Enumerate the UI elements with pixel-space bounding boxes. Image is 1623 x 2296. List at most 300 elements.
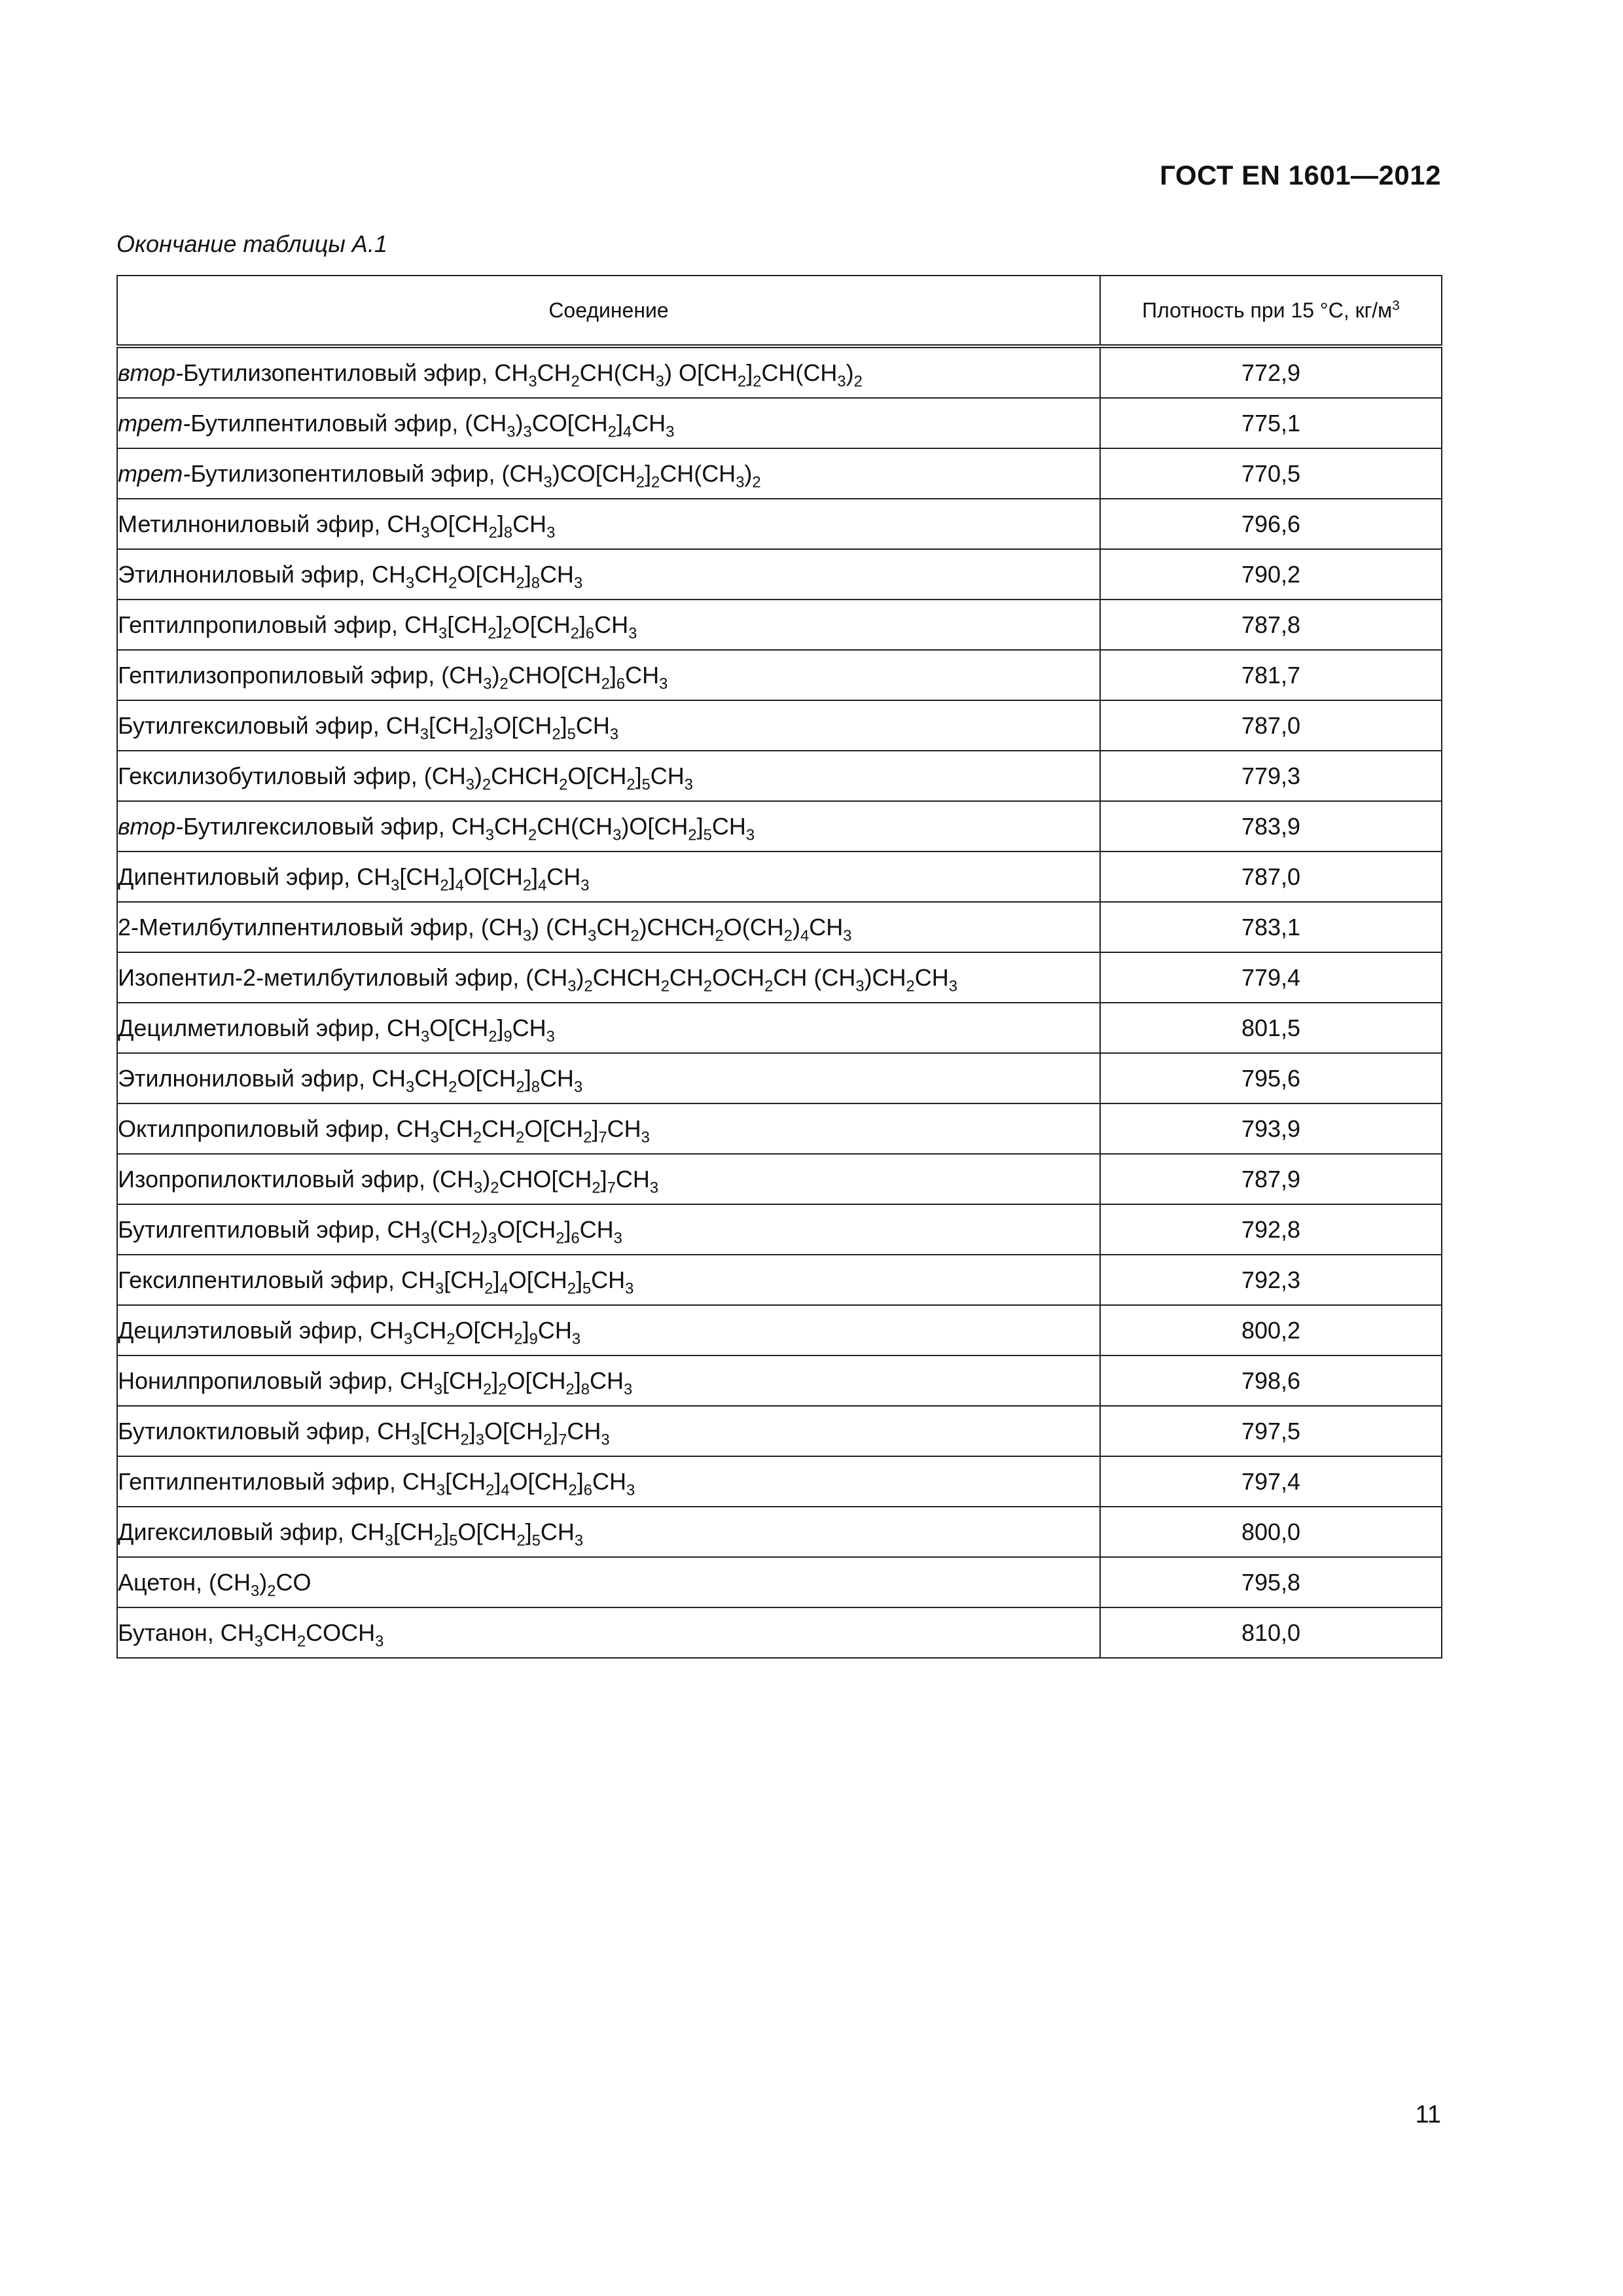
compound-text: трет- [118,459,191,487]
compound-text: ] [635,762,642,789]
compound-text: 5 [449,1531,458,1549]
compound-text: O[CH [507,1367,566,1394]
compound-text: Этилнониловый эфир, CH [118,560,406,588]
density-value: 787,9 [1100,1154,1442,1204]
compound-text: ] [564,1215,571,1243]
compound-text: Бутилпентиловый эфир, (CH [190,409,507,437]
compound-text: 8 [580,1380,590,1398]
compound-text: CH [615,1165,650,1193]
compound-text: O[CH [493,711,552,739]
compound-text: O[CH [484,1417,543,1444]
density-value: 792,3 [1100,1255,1442,1305]
compound-text: 2 [527,825,537,844]
compound-text: [CH [399,863,440,890]
compound-text: 2 [516,1077,525,1096]
compound-text: 8 [531,1077,540,1096]
compound-text: OCH [712,963,765,991]
compound-cell [117,700,1100,751]
compound-text: 2 [267,1581,276,1600]
compound-text: ) [474,762,482,789]
compound-cell [117,499,1100,549]
compound-text: 3 [421,1229,430,1247]
compound-text: 2 [570,624,579,642]
compound-text: O[CH [457,1064,516,1092]
compound-text: ] [522,1316,529,1344]
compound-text: 9 [529,1329,538,1348]
compound-text: ] [552,1417,559,1444]
density-value: 797,5 [1100,1406,1442,1456]
table-row [117,1053,1442,1103]
compound-text: 2 [482,775,491,793]
compound-text: CH (CH [773,963,856,991]
compound-text: CH [512,1014,546,1041]
compound-text: 3 [609,725,619,743]
compound-text: O[CH [511,611,571,638]
compound-text: 2 [783,926,793,944]
table-row [117,751,1442,801]
compound-text: Бутилизопентиловый эфир, CH [183,359,529,386]
compound-text: CH [262,1619,297,1646]
compound-text: 3 [488,1229,497,1247]
compound-text: O[CH [463,863,523,890]
compound-text: O[CH [567,762,627,789]
compound-text: (CH [429,1215,472,1243]
compound-text: 8 [503,523,513,541]
compound-text: 3 [403,1329,413,1348]
compound-text: 3 [666,422,675,440]
table-row [117,1255,1442,1305]
compound-text: CH [650,762,685,789]
compound-text: 4 [455,876,464,894]
compound-text: ] [592,1115,599,1142]
compound-text: ) O[CH [664,359,738,386]
compound-text: 2-Метилбутилпентиловый эфир, (CH [118,913,523,941]
compound-text: 4 [800,926,810,944]
density-value: 781,7 [1100,650,1442,700]
compound-text: ] [448,863,455,890]
compound-text: CH [809,913,844,941]
compound-text: CH [540,1518,575,1545]
compound-text: [CH [442,1367,484,1394]
compound-text: ] [746,359,753,386]
compound-text: 3 [567,977,577,995]
compound-text: 4 [622,422,632,440]
compound-text: 3 [628,624,637,642]
compound-text: 3 [626,1480,635,1499]
compound-text: 2 [703,977,713,995]
compound-cell [117,650,1100,700]
table-row [117,398,1442,448]
compound-text: ] [696,812,704,840]
compound-text: 2 [434,1531,443,1549]
compound-cell [117,1406,1100,1456]
compound-text: O[CH [457,1518,517,1545]
compound-text: 3 [613,1229,622,1247]
compound-text: 3 [251,1581,260,1600]
compound-text: 2 [626,775,635,793]
compound-text: CH(CH [660,459,736,487]
compound-text: 3 [543,473,552,491]
compound-text: Бутилгексиловый эфир, CH [183,812,486,840]
density-value: 783,1 [1100,902,1442,952]
compound-text: CH [482,1115,516,1142]
compound-text: 5 [582,1279,592,1297]
compound-text: CH [711,812,746,840]
compound-text: 2 [471,1229,480,1247]
compound-text: CH [592,1467,626,1495]
compound-text: CH [539,1064,574,1092]
compound-text: 3 [580,876,590,894]
document-code: ГОСТ EN 1601—2012 [1160,160,1441,190]
compound-text: 3 [684,775,694,793]
compound-text: 2 [488,1027,497,1045]
compound-text: 2 [484,1279,493,1297]
compound-text: 2 [440,876,449,894]
compound-cell [117,1456,1100,1507]
compound-text: [CH [447,611,488,638]
compound-text: ] [494,1467,501,1495]
compound-text: ) [576,963,584,991]
compound-text: ) [515,409,524,437]
compound-text: 3 [528,372,537,390]
compound-text: CH [546,863,581,890]
compound-text: 3 [435,1279,444,1297]
compound-cell [117,448,1100,499]
compound-cell [117,549,1100,600]
compound-text: CH(CH [579,359,656,386]
compound-cell [117,1355,1100,1406]
compound-text: 2 [516,573,525,592]
compound-text: )CH [864,963,906,991]
compound-text: 3 [419,725,429,743]
compound-text: 6 [616,674,626,692]
compound-cell [117,1204,1100,1255]
density-value: 787,8 [1100,600,1442,650]
compound-text: O[CH [508,1266,567,1293]
compound-text: 3 [436,1480,446,1499]
compound-text: 3 [837,372,846,390]
compound-text: 2 [446,1329,455,1348]
density-value: 800,2 [1100,1305,1442,1355]
compound-text: 3 [573,1077,583,1096]
compound-text: O[CH [497,1215,556,1243]
compound-text: 6 [585,624,595,642]
compound-text: CO[CH [531,409,608,437]
density-table [116,275,1442,1659]
compound-text: 2 [469,725,478,743]
compound-text: 6 [571,1229,580,1247]
compound-text: ] [560,711,567,739]
compound-text: Гептилпентиловый эфир, CH [118,1467,437,1495]
compound-text: CH [575,711,610,739]
compound-text: 3 [438,624,448,642]
compound-text: ] [609,661,616,689]
compound-text: O[CH [524,1115,584,1142]
compound-text: Октилпропиловый эфир, CH [118,1115,431,1142]
compound-text: [CH [444,1266,485,1293]
compound-text: 3 [484,725,493,743]
compound-text: CH(CH [761,359,838,386]
table-row [117,1507,1442,1557]
table-row [117,1003,1442,1053]
compound-text: 2 [583,1128,592,1146]
header-row [117,276,1442,346]
compound-text: ] [497,510,504,537]
compound-text: 2 [635,473,645,491]
compound-text: 2 [592,1178,601,1196]
compound-text: O[CH [457,560,516,588]
compound-text: Дигексиловый эфир, CH [118,1518,385,1545]
compound-text: 3 [411,1430,420,1448]
compound-text: CH [596,913,631,941]
compound-text: Децилметиловый эфир, CH [118,1014,421,1041]
compound-cell [117,751,1100,801]
table-row [117,1154,1442,1204]
compound-text: 3 [473,1178,483,1196]
compound-cell [117,600,1100,650]
compound-text: CH [414,560,449,588]
compound-text: 3 [588,926,597,944]
compound-text: CHCH [592,963,661,991]
compound-text: ] [577,1467,584,1495]
compound-text: 2 [488,624,497,642]
compound-text: CH [537,359,571,386]
density-value: 792,8 [1100,1204,1442,1255]
compound-text: ] [574,1367,581,1394]
table-row [117,1456,1442,1507]
compound-text: 3 [433,1380,443,1398]
compound-text: Этилнониловый эфир, CH [118,1064,406,1092]
column-header-density [1100,276,1442,346]
compound-text: Изопропилоктиловый эфир, (CH [118,1165,474,1193]
compound-text: )CHCH [639,913,715,941]
compound-text: 2 [688,825,697,844]
compound-text: O[CH [509,1467,569,1495]
compound-text: 5 [641,775,651,793]
compound-cell [117,398,1100,448]
density-value: 779,4 [1100,952,1442,1003]
compound-text: 3 [384,1531,393,1549]
compound-text: ] [644,459,651,487]
compound-text: 2 [559,775,568,793]
compound-text: 2 [565,1380,575,1398]
compound-text: 3 [485,825,494,844]
density-value: 795,6 [1100,1053,1442,1103]
compound-cell [117,1003,1100,1053]
compound-text: 3 [546,1027,555,1045]
density-value: 787,0 [1100,852,1442,902]
compound-cell [117,902,1100,952]
table-row [117,700,1442,751]
compound-text: 2 [571,372,580,390]
density-value: 801,5 [1100,1003,1442,1053]
compound-text: 2 [752,473,761,491]
compound-text: Гексилпентиловый эфир, CH [118,1266,436,1293]
compound-text: 3 [623,1380,633,1398]
compound-text: CH [438,1115,473,1142]
compound-cell [117,852,1100,902]
compound-text: ] [600,1165,607,1193]
compound-text: CH [632,409,666,437]
compound-text: ] [575,1266,582,1293]
compound-text: CH [567,1417,601,1444]
compound-text: 7 [558,1430,567,1448]
density-value: 772,9 [1100,346,1442,398]
compound-text: 3 [406,573,415,592]
compound-text: 2 [607,422,616,440]
compound-cell [117,1154,1100,1204]
compound-text: 2 [584,977,593,995]
compound-text: CH [669,963,704,991]
density-value: 796,6 [1100,499,1442,549]
compound-text: 3 [523,422,532,440]
compound-text: 3 [546,523,556,541]
compound-text: 2 [651,473,660,491]
density-value: 783,9 [1100,801,1442,852]
compound-text: 2 [660,977,669,995]
compound-text: 3 [465,775,474,793]
table-row [117,1305,1442,1355]
compound-text: 2 [448,1077,457,1096]
compound-text: 3 [420,1027,430,1045]
compound-text: 3 [475,1430,484,1448]
compound-text: 3 [421,523,430,541]
table-row [117,1406,1442,1456]
compound-text: 3 [375,1632,384,1650]
compound-text: O(CH [723,913,784,941]
table-body [117,346,1442,1658]
compound-cell [117,1607,1100,1658]
compound-text: Бутилгексиловый эфир, CH [118,711,420,739]
compound-text: CH [512,510,547,537]
compound-text: 2 [764,977,774,995]
density-value: 779,3 [1100,751,1442,801]
compound-text: Нонилпропиловый эфир, CH [118,1367,434,1394]
compound-text: ) [482,1165,491,1193]
compound-text: 5 [567,725,576,743]
compound-text: [CH [428,711,469,739]
compound-text: ] [524,560,531,588]
compound-text: Дипентиловый эфир, CH [118,863,391,890]
density-value: 810,0 [1100,1607,1442,1658]
compound-text: 3 [574,1531,584,1549]
compound-text: CHCH [491,762,560,789]
density-value: 787,0 [1100,700,1442,751]
compound-text: 2 [490,1178,499,1196]
compound-text: 2 [483,1380,492,1398]
table-caption: Окончание таблицы А.1 [116,230,387,257]
compound-text: [CH [393,1518,434,1545]
compound-text: 3 [649,1178,659,1196]
compound-text: CHO[CH [499,1165,592,1193]
compound-text: 2 [753,372,762,390]
density-value: 795,8 [1100,1557,1442,1607]
compound-text: 3 [571,1329,581,1348]
compound-text: ) [846,359,854,386]
compound-text: Ацетон, (CH [118,1568,251,1596]
compound-text: 3 [522,926,532,944]
compound-text: Гексилизобутиловый эфир, (CH [118,762,466,789]
compound-text: 2 [556,1229,565,1247]
table-row [117,448,1442,499]
compound-text: 2 [486,1480,495,1499]
compound-text: 2 [601,674,610,692]
compound-text: CH [539,560,574,588]
compound-text: 3 [573,573,583,592]
compound-text: 8 [531,573,540,592]
table-row [117,1355,1442,1406]
compound-text: ) [259,1568,268,1596]
compound-text: Бутилизопентиловый эфир, (CH [190,459,544,487]
compound-text: 2 [543,1430,552,1448]
compound-text: O[CH [455,1316,514,1344]
compound-text: 4 [501,1480,510,1499]
compound-text: 3 [507,422,516,440]
density-value: 797,4 [1100,1456,1442,1507]
compound-text: 2 [906,977,915,995]
compound-text: 2 [568,1480,577,1499]
table-row [117,1204,1442,1255]
table-header [117,276,1442,346]
compound-cell [117,1557,1100,1607]
compound-text: Изопентил-2-метилбутиловый эфир, (CH [118,963,568,991]
compound-text: 3 [655,372,664,390]
compound-text: 6 [583,1480,592,1499]
column-header-density-label: Плотность при 15 °С, кг/м [1142,298,1393,322]
compound-text: 2 [503,624,512,642]
compound-text: втор- [118,812,184,840]
compound-cell [117,1507,1100,1557]
compound-text: ) [480,1215,488,1243]
table-row [117,902,1442,952]
compound-text: 2 [853,372,863,390]
compound-text: 3 [430,1128,439,1146]
compound-text: 3 [613,825,622,844]
compound-cell [117,346,1100,398]
compound-text: 2 [473,1128,482,1146]
compound-text: 2 [514,1329,523,1348]
compound-text: 4 [538,876,547,894]
compound-text: COCH [306,1619,376,1646]
compound-text: CH [589,1367,624,1394]
compound-text: [CH [419,1417,461,1444]
compound-text: 5 [531,1531,541,1549]
compound-text: 3 [745,825,755,844]
density-value: 775,1 [1100,398,1442,448]
table-row [117,600,1442,650]
column-header-density-exponent: 3 [1392,297,1400,313]
compound-text: 3 [391,876,400,894]
compound-cell [117,952,1100,1003]
compound-text: Гептилизопропиловый эфир, (CH [118,661,484,689]
compound-text: ) [792,913,800,941]
compound-text: 2 [630,926,639,944]
compound-text: ) (CH [531,913,588,941]
compound-text: 2 [498,1380,507,1398]
compound-text: 3 [948,977,957,995]
compound-cell [117,1305,1100,1355]
compound-text: )O[CH [621,812,688,840]
page-number: 11 [1415,2101,1441,2128]
compound-text: 2 [460,1430,469,1448]
compound-text: ] [478,711,485,739]
compound-text: [CH [445,1467,486,1495]
table-row [117,801,1442,852]
table-row [117,499,1442,549]
compound-text: CH [914,963,949,991]
compound-text: 3 [483,674,492,692]
compound-text: 3 [254,1632,263,1650]
